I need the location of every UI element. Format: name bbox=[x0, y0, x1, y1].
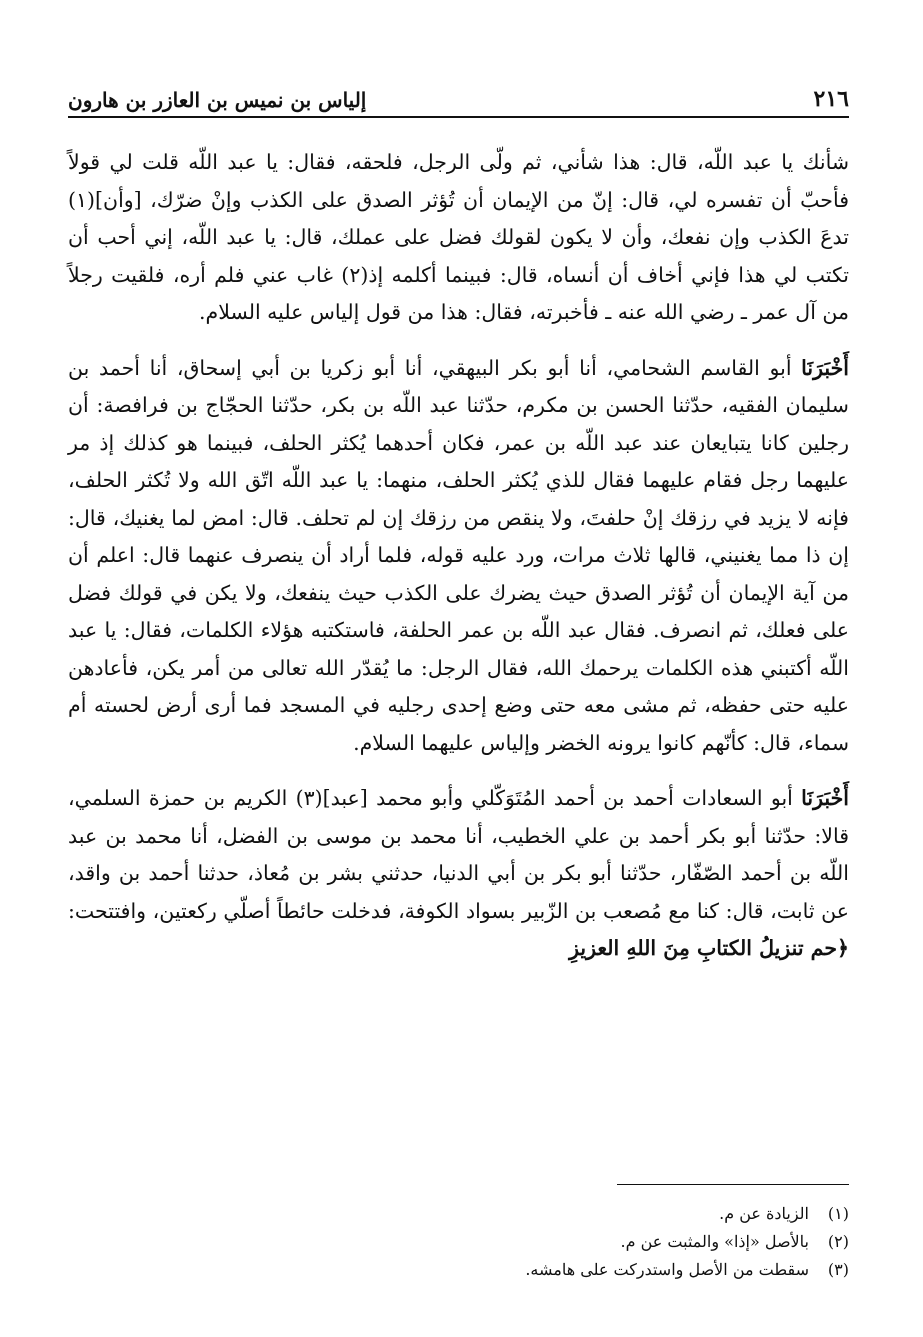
footnote-number: (١) bbox=[827, 1204, 849, 1223]
footnote-separator bbox=[617, 1184, 849, 1185]
paragraph-lead: أَخْبَرَنَا bbox=[801, 355, 849, 380]
paragraph bbox=[68, 350, 849, 763]
footnote bbox=[68, 1228, 849, 1256]
footnote-number: (٢) bbox=[827, 1232, 849, 1251]
footnote-text: بالأصل «إذا» والمثبت عن م. bbox=[620, 1232, 809, 1251]
footnote bbox=[68, 1256, 849, 1284]
paragraph-text: أبو القاسم الشحامي، أنا أبو بكر البيهقي، أنا أبو زكريا بن أبي إسحاق، أنا أحمد بن سليمان الفقيه، حدّثنا الحسن بن مكرم، حدّثنا عبد اللّه بن بكر، حدّثنا الحجّاج بن فرافصة: أن رجلين كانا يتبايعان عند عبد اللّه بن عمر، فكان أحدهما يُكثر الحلف، فبينما هو كذلك إذ مر عليهما رجل فقام عليهما فقال للذي يُكثر الحلف، منهما: يا عبد اللّه اتّق الله ولا تُكثر الحلف، فإنه لا يزيد في رزقك إنْ حلفتَ، ولا ينقص من رزقك إن لم تحلف. قال: امض لما يغنيك، قال: إن ذا مما يغنيني، قالها ثلاث مرات، ورد عليه قوله، فلما أراد أن ينصرف عنهما قال: اعلم أن من آية الإيمان أن تُؤثر الصدق حيث يضرك على الكذب حيث ينفعك، ولا يكن في قولك فضل على فعلك، ثم انصرف. فقال عبد اللّه بن عمر الحلفة، فاستكتبه هؤلاء الكلمات، فقال: يا عبد اللّه أكتبني هذه الكلمات يرحمك الله، فقال الرجل: ما يُقدّر الله تعالى من أمر يكن، فأعادهن عليه حتى حفظه، ثم مشى معه حتى وضع إحدى رجليه في المسجد فما أرى أرض لحسته أم سماء، قال: كأنّهم كانوا يرونه الخضر وإلياس عليهما السلام. bbox=[68, 355, 849, 755]
footnote bbox=[68, 1200, 849, 1228]
page-number: ٢١٦ bbox=[813, 86, 849, 112]
paragraph bbox=[68, 144, 849, 332]
footnotes bbox=[68, 1200, 849, 1284]
paragraph-lead: أَخْبَرَنَا bbox=[801, 786, 849, 810]
running-title: إلياس بن نميس بن العازر بن هارون bbox=[68, 88, 367, 112]
footnote-text: سقطت من الأصل واستدركت على هامشه. bbox=[525, 1260, 809, 1279]
footnote-number: (٣) bbox=[827, 1260, 849, 1279]
paragraph-text: شأنك يا عبد اللّه، قال: هذا شأني، ثم ولّى الرجل، فلحقه، فقال: يا عبد اللّه قلت لي قولاً فأحبّ أن تفسره لي، قال: إنّ من الإيمان أن تُؤثر الصدق على الكذب وإنْ ضرّك، [وأن](١) تدعَ الكذب وإن نفعك، وأن لا يكون لقولك فضل على عملك، قال: يا عبد اللّه، إني أحب أن تكتب لي هذا فإني أخاف أن أنساه، قال: فبينما أكلمه إذ(٢) غاب عني فلم أره، فلقيت رجلاً من آل عمر ـ رضي الله عنه ـ فأخبرته، فقال: هذا من قول إلياس عليه السلام. bbox=[68, 150, 850, 324]
paragraph bbox=[68, 780, 849, 968]
paragraph-text: أبو السعادات أحمد بن أحمد المُتَوَكّلي وأبو محمد [عبد](٣) الكريم بن حمزة السلمي، قالا: حدّثنا أبو بكر أحمد بن علي الخطيب، أنا محمد بن موسى بن الفضل، أنا محمد بن عبد اللّه بن أحمد الصّفّار، حدّثنا أبو بكر بن أبي الدنيا، حدثني بشر بن مُعاذ، حدثنا أحمد بن واقد، عن ثابت، قال: كنا مع مُصعب بن الزّبير بسواد الكوفة، فدخلت حائطاً أصلّي ركعتين، وافتتحت: bbox=[68, 786, 849, 923]
main-text bbox=[68, 144, 849, 968]
quran-quote: ﴿حم تنزيلُ الكتابِ مِنَ اللهِ العزيزِ bbox=[569, 936, 849, 960]
page-header bbox=[68, 86, 849, 118]
footnote-text: الزيادة عن م. bbox=[719, 1204, 809, 1223]
